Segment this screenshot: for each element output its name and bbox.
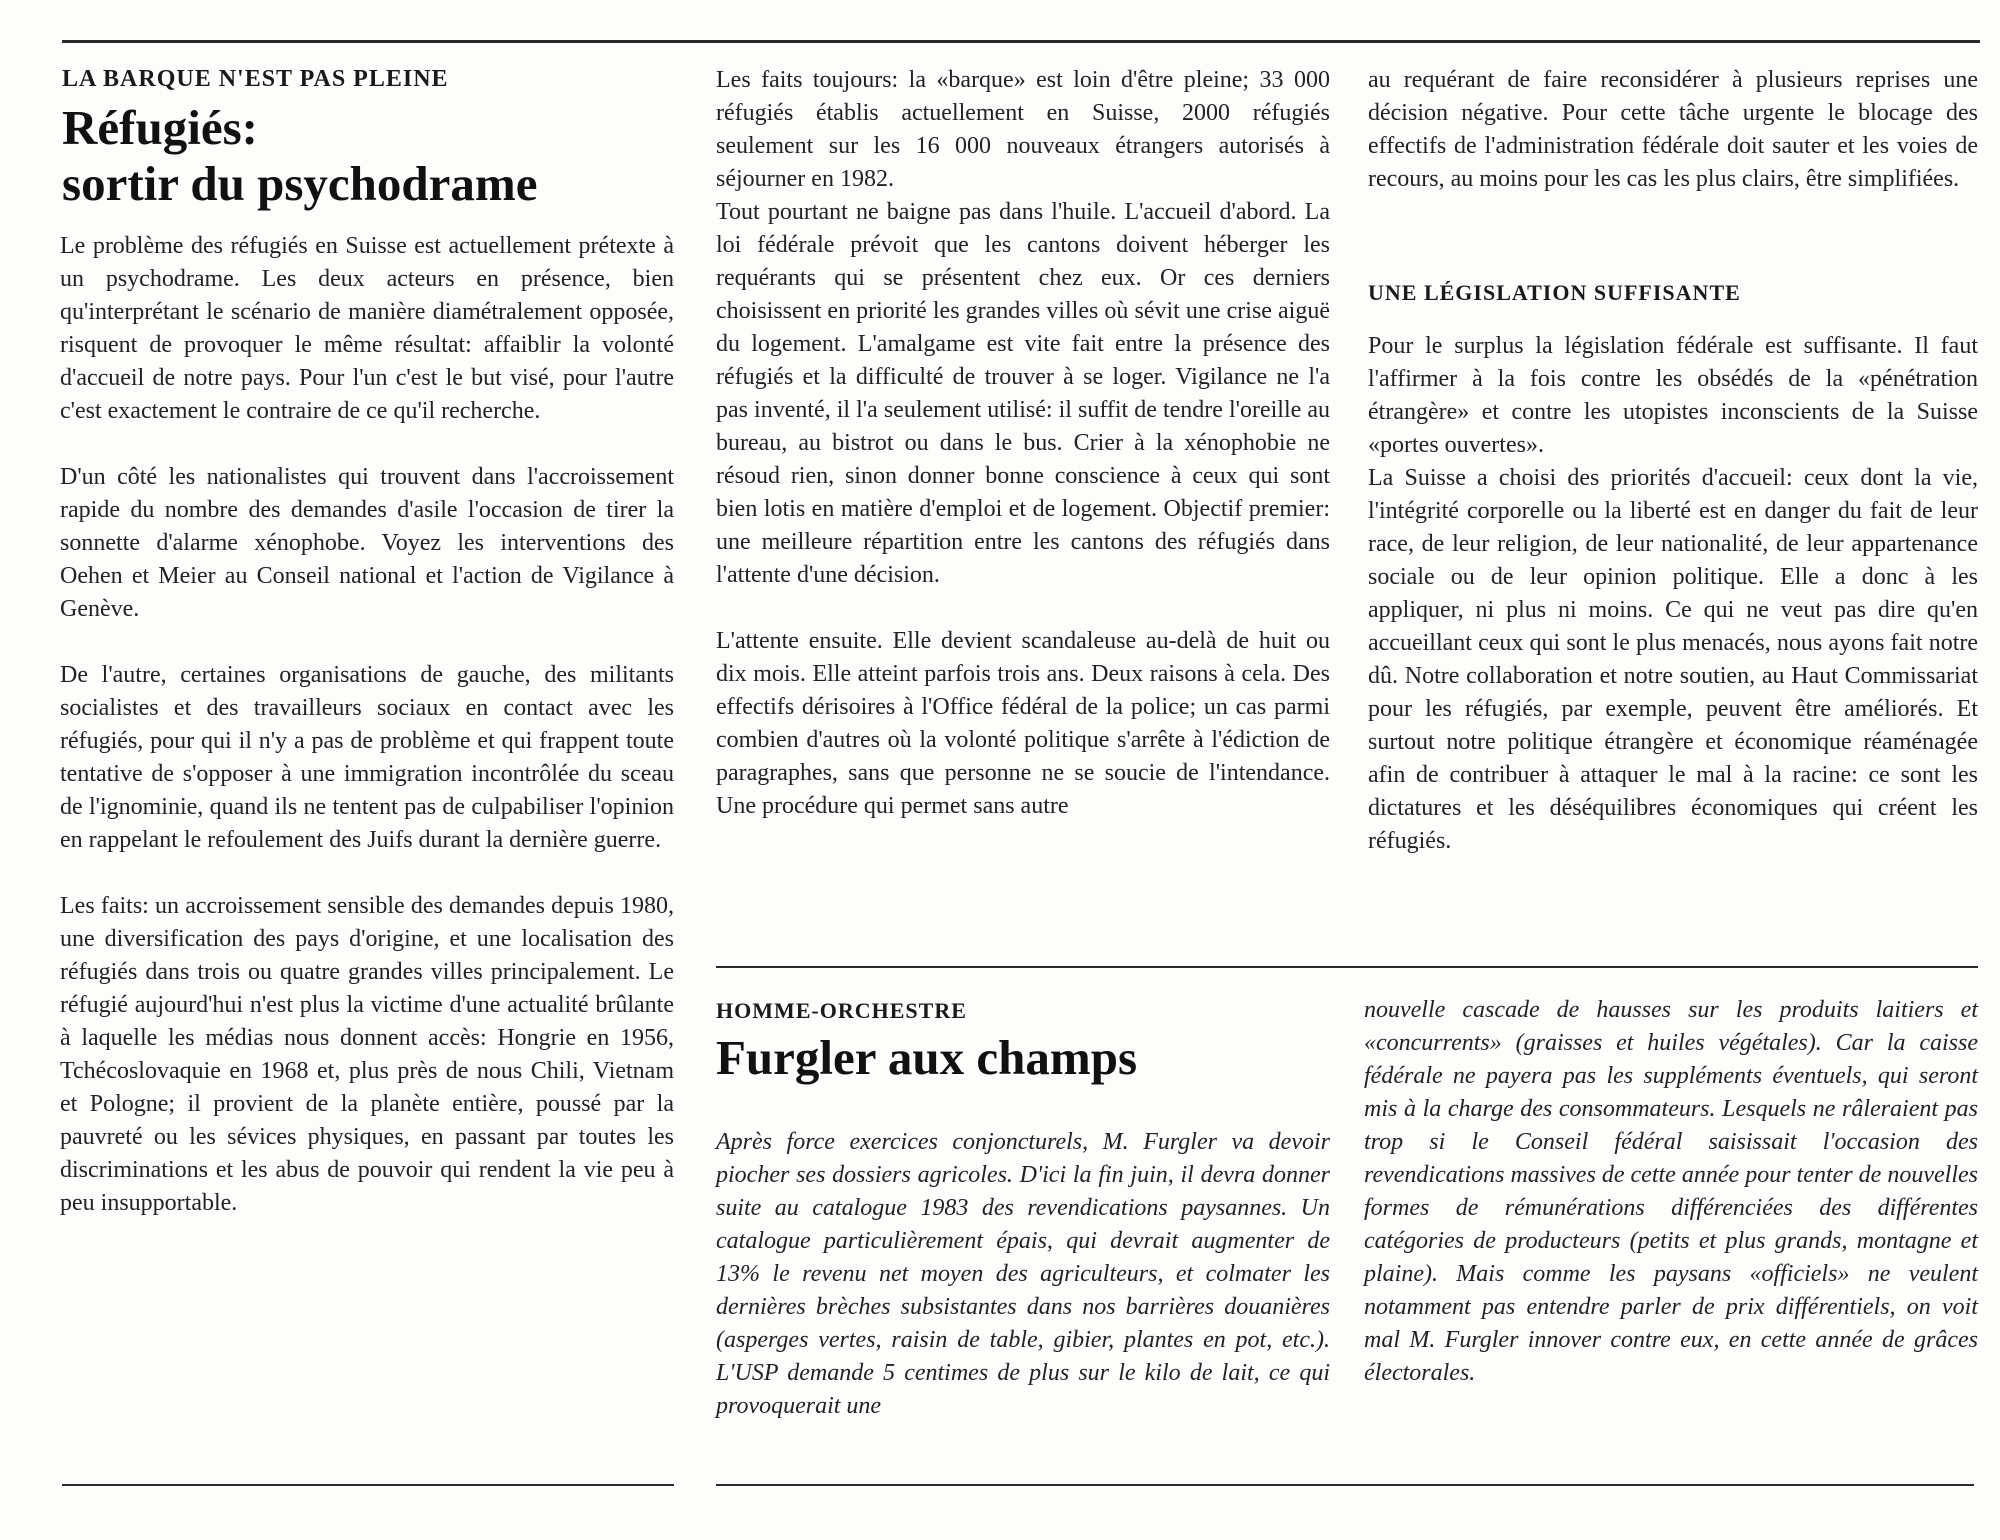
bottom-rule-left [62,1484,674,1486]
article2-kicker: HOMME-ORCHESTRE [716,998,967,1023]
bottom-rule-right [716,1484,1974,1486]
paragraph: Les faits toujours: la «barque» est loin d'être pleine; 33 000 réfugiés établis actuellement en Suisse, 2000 réfugiés seulement sur les 16 000 nouveaux étrangers autorisés à séjourner en 1982. [716,67,1330,192]
article1-column-1 [60,230,674,1220]
paragraph: D'un côté les nationalistes qui trouvent dans l'accroissement rapide du nombre des demandes d'asile l'occasion de tirer la sonnette d'alarme xénophobe. Voyez les interventions des Oehen et Meier au Conseil national et l'action de Vigilance à Genève. [60,464,674,622]
paragraph: Après force exercices conjoncturels, M. Furgler va devoir piocher ses dossiers agricoles. D'ici la fin juin, il devra donner suite au catalogue 1983 des revendications paysannes. Un catalogue particulièrement épais, qui devrait augmenter de 13% le revenu net moyen des agriculteurs, et colmater les dernières brèches subsistantes dans nos barrières douanières (asperges vertes, raisin de table, gibier, plantes en pot, etc.). L'USP demande 5 centimes de plus sur le kilo de lait, ce qui provoquerait une [716,1129,1330,1419]
article1-title [62,100,538,212]
article1-column-3b [1368,330,1978,858]
article1-column-2 [716,64,1330,823]
section-rule [716,966,1978,968]
paragraph: L'attente ensuite. Elle devient scandaleuse au-delà de huit ou dix mois. Elle atteint parfois trois ans. Deux raisons à cela. Des effectifs dérisoires à l'Office fédéral de la police; un cas parmi combien d'autres où la volonté politique s'arrête à l'édiction de paragraphes, sans que personne ne se soucie de l'intendance. Une procédure qui permet sans autre [716,628,1330,819]
article1-subhead: UNE LÉGISLATION SUFFISANTE [1368,280,1741,305]
article2-column-1 [716,1126,1330,1423]
article2-title: Furgler aux champs [716,1030,1138,1085]
paragraph: De l'autre, certaines organisations de gauche, des militants socialistes et des travailleurs sociaux en contact avec les réfugiés, pour qui il n'y a pas de problème et qui frappent toute tentative de s'opposer à une immigration incontrôlée du sceau de l'ignominie, quand ils ne tentent pas de culpabiliser l'opinion en rappelant le refoulement des Juifs durant la dernière guerre. [60,662,674,853]
article1-title-line1: Réfugiés: [62,100,258,155]
article1-column-3 [1368,64,1978,196]
paragraph: Tout pourtant ne baigne pas dans l'huile. L'accueil d'abord. La loi fédérale prévoit que les cantons doivent héberger les requérants qui se présentent chez eux. Or ces derniers choisissent en priorité les grandes villes où sévit une crise aiguë du logement. L'amalgame est vite fait entre la présence des réfugiés et la difficulté de trouver à se loger. Vigilance ne l'a pas inventé, il l'a seulement utilisé: il suffit de tendre l'oreille au bureau, au bistrot ou dans le bus. Crier à la xénophobie ne résoud rien, sinon donner bonne conscience à ceux qui sont bien lotis en matière d'emploi et de logement. Objectif premier: une meilleure répartition entre les cantons des réfugiés dans l'attente d'une décision. [716,199,1330,588]
paragraph: Pour le surplus la législation fédérale est suffisante. Il faut l'affirmer à la fois contre les obsédés de la «pénétration étrangère» et contre les utopistes inconscients de la Suisse «portes ouvertes». [1368,333,1978,458]
article1-kicker: LA BARQUE N'EST PAS PLEINE [62,66,449,92]
top-rule [62,40,1980,43]
paragraph: La Suisse a choisi des priorités d'accueil: ceux dont la vie, l'intégrité corporelle ou la liberté est en danger du fait de leur race, de leur religion, de leur nationalité, de leur appartenance sociale ou de leur opinion politique. Elle a donc à les appliquer, ni plus ni moins. Ce qui ne veut pas dire qu'en accueillant ceux qui sont le plus menacés, nous ayons fait notre dû. Notre collaboration et notre soutien, au Haut Commissariat pour les réfugiés, par exemple, peuvent être améliorés. Et surtout notre politique étrangère et économique réaménagée afin de contribuer à attaquer le mal à la racine: ce sont les dictatures et les déséquilibres économiques qui créent les réfugiés. [1368,465,1978,854]
paragraph: Le problème des réfugiés en Suisse est actuellement prétexte à un psychodrame. Les deux acteurs en présence, bien qu'interprétant le scénario de manière diamétralement opposée, risquent de provoquer le même résultat: affaiblir la volonté d'accueil de notre pays. Pour l'un c'est le but visé, pour l'autre c'est exactement le contraire de ce qu'il recherche. [60,233,674,424]
article2-column-2 [1364,994,1978,1390]
paragraph: au requérant de faire reconsidérer à plusieurs reprises une décision négative. Pour cette tâche urgente le blocage des effectifs de l'administration fédérale doit sauter et les voies de recours, au moins pour les cas les plus clairs, être simplifiées. [1368,67,1978,192]
paragraph: Les faits: un accroissement sensible des demandes depuis 1980, une diversification des pays d'origine, et une localisation des réfugiés dans trois ou quatre grandes villes principalement. Le réfugié aujourd'hui n'est plus la victime d'une actualité brûlante à laquelle les médias nous donnent accès: Hongrie en 1956, Tchécoslovaquie en 1968 et, plus près de nous Chili, Vietnam et Pologne; il provient de la planète entière, poussé par la pauvreté ou les sévices physiques, en passant par toutes les discriminations et les abus de pouvoir qui rendent la vie peu à peu insupportable. [60,893,674,1216]
paragraph: nouvelle cascade de hausses sur les produits laitiers et «concurrents» (graisses et huiles végétales). Car la caisse fédérale ne payera pas les suppléments éventuels, qui seront mis à la charge des consommateurs. Lesquels ne râleraient pas trop si le Conseil fédéral saisissait l'occasion des revendications massives de cette année pour tenter de nouvelles formes de rémunérations différenciées des différentes catégories de producteurs (petits et plus grands, montagne et plaine). Mais comme les paysans «officiels» ne veulent notamment pas entendre parler de prix différentiels, on voit mal M. Furgler innover contre eux, en cette année de grâces électorales. [1364,997,1978,1386]
article1-title-line2: sortir du psychodrame [62,156,538,211]
